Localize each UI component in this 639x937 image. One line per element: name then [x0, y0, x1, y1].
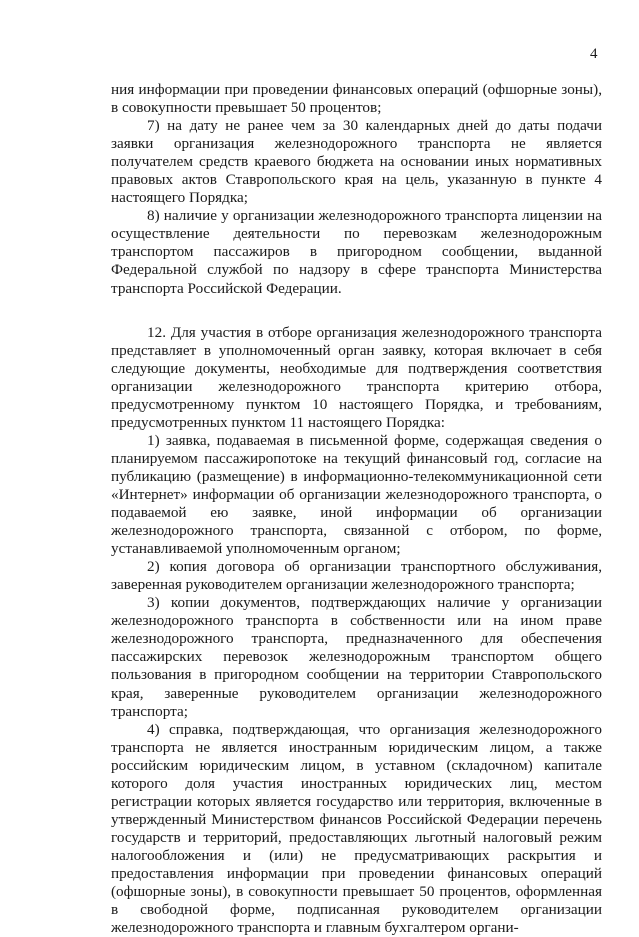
paragraph-doc-2: 2) копия договора об организации транспортного обслуживания, заверенная руководителем организации железнодорожного транспорта; [111, 558, 602, 594]
paragraph-clause-12: 12. Для участия в отборе организация железнодорожного транспорта представляет в уполномоченный орган заявку, которая включает в себя следующие документы, необходимые для подтверждения соответствия организации железнодорожного транспорта критерию отбора, предусмотренному пунктом 10 настоящего Порядка, и требованиям, предусмотренных пунктом 11 настоящего Порядка: [111, 323, 602, 431]
paragraph-doc-1: 1) заявка, подаваемая в письменной форме, содержащая сведения о планируемом пассажиропотоке на текущий финансовый год, согласие на публикацию (размещение) в информационно-телекоммуникационной сети «Интернет» информации об организации железнодорожного транспорта, о подаваемой ею заявке, иной информации об организации железнодорожного транспорта, связанной с отбором, по форме, устанавливаемой уполномоченным органом; [111, 431, 602, 558]
page-body [111, 81, 602, 937]
paragraph-item-7: 7) на дату не ранее чем за 30 календарных дней до даты подачи заявки организация железнодорожного транспорта не является получателем средств краевого бюджета на основании иных нормативных правовых актов Ставропольского края на цель, указанную в пункте 4 настоящего Порядка; [111, 117, 602, 207]
paragraph-doc-4: 4) справка, подтверждающая, что организация железнодорожного транспорта не является иностранным юридическим лицом, а также российским юридическим лицом, в уставном (складочном) капитале которого доля участия иностранных юридических лиц, местом регистрации которых является государство или территория, включенные в утвержденный Министерством финансов Российской Федерации перечень государств и территорий, предоставляющих льготный налоговый режим налогообложения и (или) не предусматривающих раскрытия и предоставления информации при проведении финансовых операций (офшорные зоны), в совокупности превышает 50 процентов, оформленная в свободной форме, подписанная руководителем организации железнодорожного транспорта и главным бухгалтером органи- [111, 720, 602, 937]
paragraph-item-8: 8) наличие у организации железнодорожного транспорта лицензии на осуществление деятельности по перевозкам железнодорожным транспортом пассажиров в пригородном сообщении, выданной Федеральной службой по надзору в сфере транспорта Министерства транспорта Российской Федерации. [111, 207, 602, 297]
paragraph-continuation: ния информации при проведении финансовых операций (офшорные зоны), в совокупности превышает 50 процентов; [111, 81, 602, 117]
page-number: 4 [590, 46, 598, 62]
section-gap [111, 298, 602, 324]
paragraph-doc-3: 3) копии документов, подтверждающих наличие у организации железнодорожного транспорта в собственности или на ином праве железнодорожного транспорта, предназначенного для обеспечения пассажирских перевозок железнодорожным транспортом общего пользования в пригородном сообщении на территории Ставропольского края, заверенные руководителем организации железнодорожного транспорта; [111, 594, 602, 720]
